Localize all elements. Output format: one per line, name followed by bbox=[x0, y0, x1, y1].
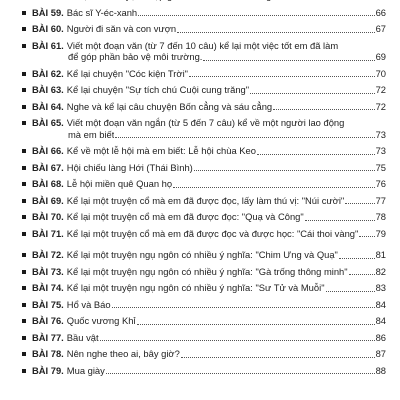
lesson-title: Viết một đoạn văn (từ 7 đến 10 câu) kể lại một việc tốt em đã làm bbox=[66, 39, 339, 51]
toc-entry bbox=[0, 348, 400, 365]
bullet-icon bbox=[22, 336, 26, 340]
lesson-number: BÀI 62. bbox=[32, 67, 64, 79]
lesson-number: BÀI 69. bbox=[32, 194, 64, 206]
bullet-icon bbox=[22, 88, 26, 92]
dot-leader bbox=[189, 76, 375, 77]
toc-entry bbox=[0, 23, 400, 40]
dot-leader bbox=[181, 357, 375, 358]
bullet-icon bbox=[22, 303, 26, 307]
page-number: 79 bbox=[375, 227, 386, 239]
dot-leader bbox=[194, 170, 375, 171]
toc-entry bbox=[0, 299, 400, 316]
dot-leader bbox=[100, 340, 375, 341]
lesson-number: BÀI 78. bbox=[32, 348, 64, 359]
bullet-icon bbox=[22, 199, 26, 203]
page-number: 72 bbox=[375, 100, 386, 112]
lesson-number: BÀI 75. bbox=[32, 298, 64, 310]
page-number: 82 bbox=[375, 265, 386, 277]
lesson-title: Kể lại một truyện cổ mà em đã được đọc và được học: "Cái thoi vàng" bbox=[66, 227, 359, 239]
toc-entry bbox=[0, 195, 400, 212]
dot-leader bbox=[257, 154, 375, 155]
page-number: 84 bbox=[375, 298, 386, 310]
lesson-number: BÀI 71. bbox=[32, 227, 64, 239]
toc-entry bbox=[0, 84, 400, 101]
bullet-icon bbox=[22, 72, 26, 76]
bullet-icon bbox=[22, 166, 26, 170]
dot-leader bbox=[349, 274, 375, 275]
dot-leader bbox=[173, 187, 374, 188]
toc-entry bbox=[0, 178, 400, 195]
page-number: 69 bbox=[375, 51, 386, 62]
bullet-icon bbox=[22, 270, 26, 274]
toc-entry bbox=[0, 40, 400, 68]
lesson-title: Quốc vương Khỉ bbox=[66, 315, 136, 326]
bullet-icon bbox=[22, 352, 26, 356]
toc-entry bbox=[0, 101, 400, 118]
lesson-title: Kể lại một truyện ngụ ngôn có nhiều ý nghĩa: "Sư Tử và Muỗi" bbox=[66, 282, 325, 293]
page-number: 67 bbox=[375, 23, 386, 34]
lesson-number: BÀI 65. bbox=[32, 117, 64, 128]
toc-entry bbox=[0, 7, 400, 24]
lesson-number: BÀI 67. bbox=[32, 161, 64, 173]
toc-entry bbox=[0, 332, 400, 349]
bullet-icon bbox=[22, 182, 26, 186]
page-number: 88 bbox=[375, 364, 386, 376]
lesson-number: BÀI 76. bbox=[32, 315, 64, 326]
lesson-number: BÀI 60. bbox=[32, 23, 64, 34]
page-number: 73 bbox=[375, 145, 386, 156]
lesson-number: BÀI 79. bbox=[32, 364, 64, 376]
dot-leader bbox=[345, 203, 374, 204]
dot-leader bbox=[203, 60, 374, 61]
bullet-icon bbox=[22, 232, 26, 236]
page-number: 75 bbox=[375, 161, 386, 173]
lesson-number bbox=[32, 0, 64, 2]
bullet-icon bbox=[22, 286, 26, 290]
page-number: 70 bbox=[375, 67, 386, 79]
lesson-number: BÀI 64. bbox=[32, 100, 64, 112]
dot-leader bbox=[106, 373, 375, 374]
page-number: 87 bbox=[375, 348, 386, 359]
toc-entry bbox=[0, 315, 400, 332]
lesson-title: Bầu vật bbox=[66, 331, 99, 343]
page-number: 86 bbox=[375, 331, 386, 343]
lesson-title: Kể lại chuyện "Cóc kiện Trời" bbox=[66, 67, 188, 79]
dot-leader bbox=[177, 32, 374, 33]
bullet-icon bbox=[22, 105, 26, 109]
dot-leader bbox=[305, 220, 375, 221]
dot-leader bbox=[137, 324, 375, 325]
dot-leader bbox=[273, 109, 374, 110]
bullet-icon bbox=[22, 27, 26, 31]
bullet-icon bbox=[22, 319, 26, 323]
lesson-title: mà em biết bbox=[68, 128, 115, 140]
lesson-title: Kể lại chuyện "Sự tích chú Cuội cung trăng" bbox=[66, 84, 250, 95]
toc-entry bbox=[0, 249, 400, 266]
lesson-title: Người đi săn và con vượn bbox=[66, 23, 177, 34]
page-number: 81 bbox=[375, 249, 386, 260]
bullet-icon bbox=[22, 149, 26, 153]
dot-leader bbox=[326, 291, 375, 292]
page-number: 76 bbox=[375, 178, 386, 189]
toc-entry bbox=[0, 162, 400, 179]
toc-entry bbox=[0, 282, 400, 299]
page-number bbox=[376, 0, 386, 2]
bullet-icon bbox=[22, 215, 26, 219]
lesson-number: BÀI 61. bbox=[32, 39, 64, 51]
toc-entry bbox=[0, 211, 400, 228]
lesson-number: BÀI 77. bbox=[32, 331, 64, 343]
lesson-number: BÀI 74. bbox=[32, 282, 64, 293]
dot-leader bbox=[112, 307, 375, 308]
lesson-number: BÀI 59. bbox=[32, 6, 64, 18]
lesson-number: BÀI 70. bbox=[32, 211, 64, 222]
lesson-title: để góp phần bảo vệ môi trường. bbox=[68, 51, 203, 62]
toc-entry bbox=[0, 365, 400, 382]
lesson-title: Viết một đoạn văn ngắn (từ 5 đến 7 câu) kể về một người lao động bbox=[66, 117, 345, 128]
page-number: 78 bbox=[375, 211, 386, 222]
lesson-number: BÀI 68. bbox=[32, 178, 64, 189]
lesson-title: Mua giày bbox=[66, 364, 105, 376]
dot-leader bbox=[359, 236, 374, 237]
toc-entry bbox=[0, 68, 400, 85]
bullet-icon bbox=[22, 44, 26, 48]
page-number: 83 bbox=[375, 282, 386, 293]
lesson-title: Hổ và Báo bbox=[66, 298, 111, 310]
lesson-title: Kể lại một truyện cổ mà em đã được đọc: "Quạ và Công" bbox=[66, 211, 304, 222]
lesson-number: BÀI 63. bbox=[32, 84, 64, 95]
lesson-title: Nên nghe theo ai, bây giờ? bbox=[66, 348, 180, 359]
dot-leader bbox=[138, 15, 374, 16]
lesson-title: Kể lại một truyện ngụ ngôn có nhiều ý nghĩa: "Chim Ưng và Quạ" bbox=[66, 249, 338, 260]
toc-entry bbox=[0, 266, 400, 283]
bullet-icon bbox=[22, 253, 26, 257]
lesson-title bbox=[67, 0, 318, 2]
dot-leader bbox=[115, 137, 374, 138]
lesson-title: Kể về một lễ hội mà em biết: Lễ hội chùa Keo bbox=[66, 145, 256, 156]
dot-leader bbox=[250, 93, 374, 94]
lesson-number: BÀI 73. bbox=[32, 265, 64, 277]
toc-entry bbox=[0, 145, 400, 162]
lesson-title: Nghe và kể lại câu chuyện Bốn cẳng và sáu cẳng bbox=[66, 100, 273, 112]
lesson-title: Kể lại một truyện cổ mà em đã được đọc, lấy làm thú vị: "Núi cười" bbox=[66, 194, 345, 206]
page-number: 66 bbox=[375, 6, 386, 18]
lesson-number: BÀI 66. bbox=[32, 145, 64, 156]
page-number: 77 bbox=[375, 194, 386, 206]
bullet-icon bbox=[22, 11, 26, 15]
bullet-icon bbox=[22, 369, 26, 373]
toc-entry bbox=[0, 117, 400, 145]
lesson-title: Bác sĩ Y-éc-xanh bbox=[66, 6, 138, 18]
lesson-title: Hội chiếu làng Hới (Thái Bình) bbox=[66, 161, 193, 173]
bullet-icon bbox=[22, 121, 26, 125]
lesson-title: Kể lại một truyện ngụ ngôn có nhiều ý nghĩa: "Gà trống thông minh" bbox=[66, 265, 348, 277]
page-number: 84 bbox=[375, 315, 386, 326]
page-number: 73 bbox=[375, 128, 386, 140]
toc-entry bbox=[0, 228, 400, 250]
lesson-number: BÀI 72. bbox=[32, 249, 64, 260]
lesson-title: Lễ hội miền quê Quan họ bbox=[66, 178, 173, 189]
page-number: 72 bbox=[375, 84, 386, 95]
dot-leader bbox=[339, 258, 375, 259]
